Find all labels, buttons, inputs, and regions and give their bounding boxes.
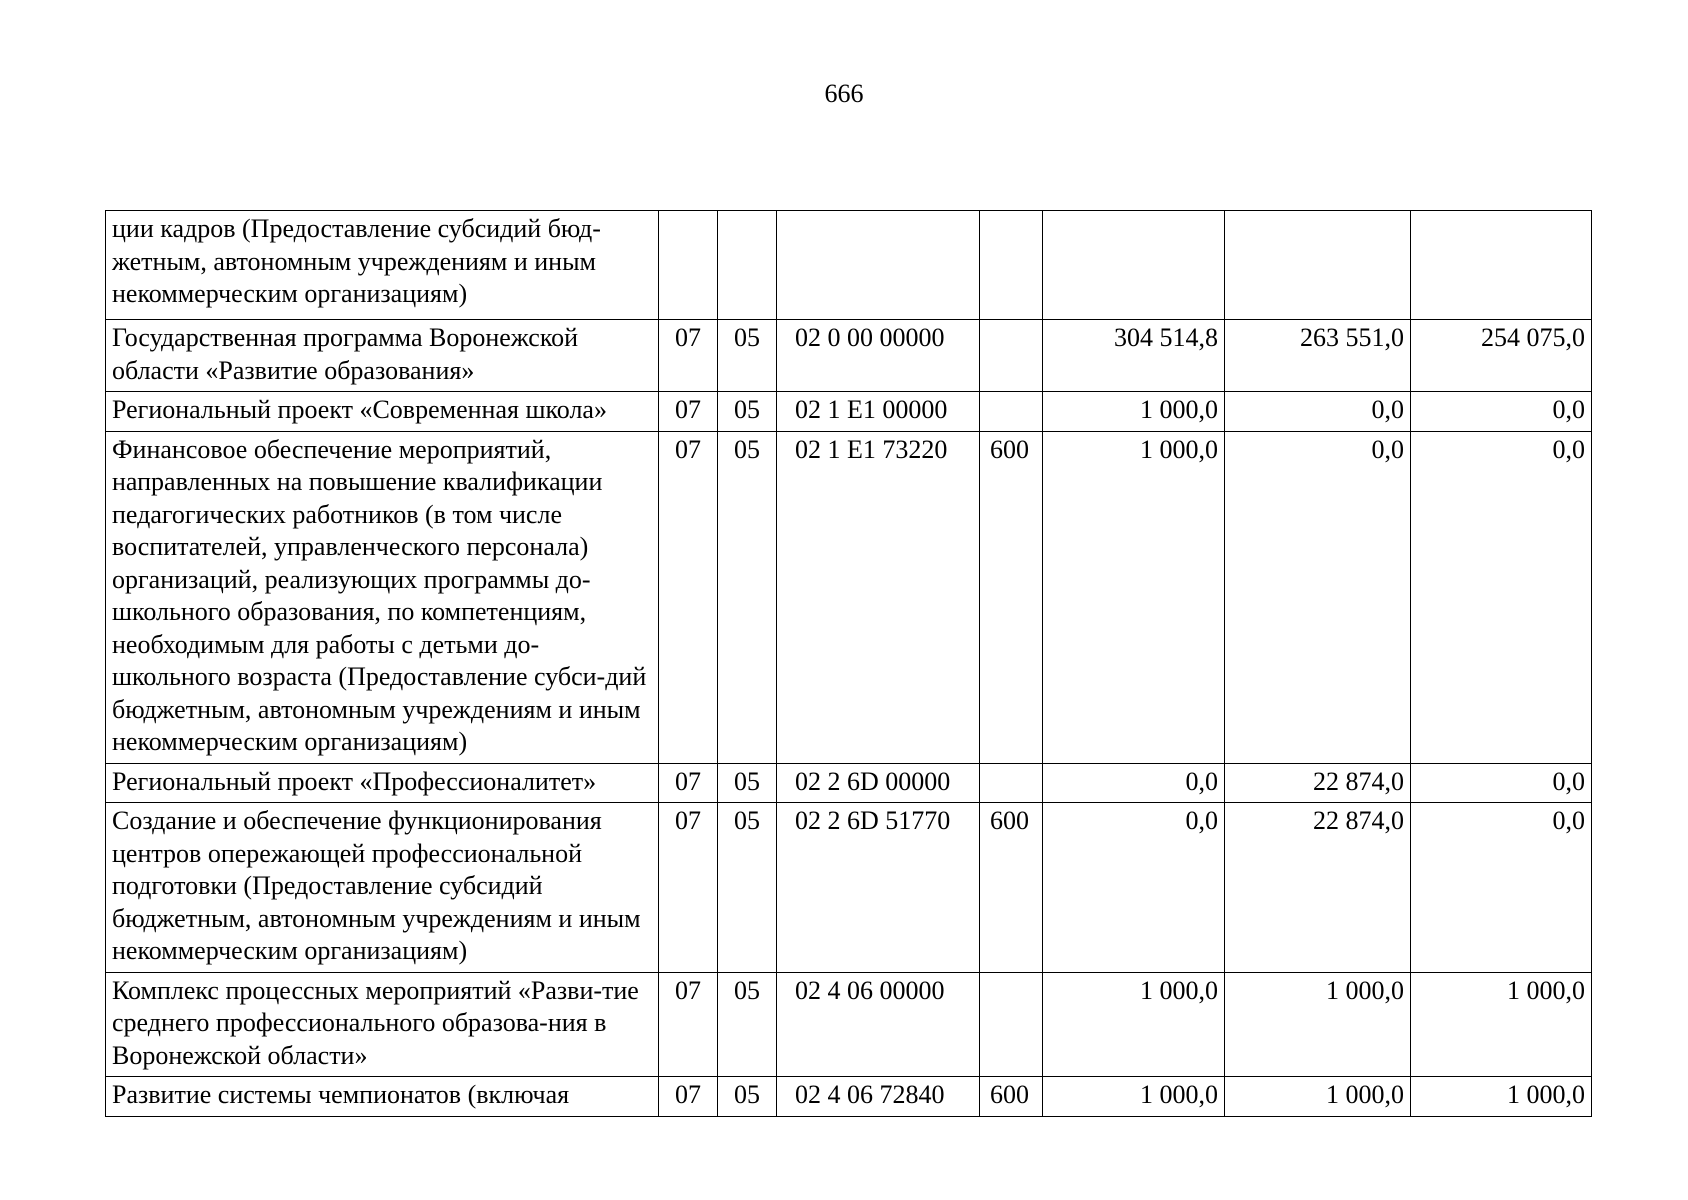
row-expense-type: 600 bbox=[980, 803, 1043, 973]
row-subsection bbox=[718, 211, 777, 320]
row-expense-type bbox=[980, 392, 1043, 432]
table-row bbox=[106, 392, 1592, 432]
row-name: Финансовое обеспечение мероприятий, направленных на повышение квалификации педагогических работников (в том числе воспитателей, управленческого персонала) организаций, реализующих программы до-школьного образования, по компетенциям, необходимым для работы с детьми до-школьного возраста (Предоставление субси-дий бюджетным, автономным учреждениям и иным некоммерческим организациям) bbox=[106, 431, 659, 763]
row-name: Комплекс процессных мероприятий «Разви-тие среднего профессионального образова-ния в Воронежской области» bbox=[106, 972, 659, 1077]
row-sum-3 bbox=[1411, 211, 1592, 320]
row-section: 07 bbox=[659, 392, 718, 432]
row-name: ции кадров (Предоставление субсидий бюд-жетным, автономным учреждениям и иным некоммерческим организациям) bbox=[106, 211, 659, 320]
row-sum-2: 263 551,0 bbox=[1225, 320, 1411, 392]
row-sum-3: 0,0 bbox=[1411, 763, 1592, 803]
row-expense-type: 600 bbox=[980, 431, 1043, 763]
row-sum-1: 304 514,8 bbox=[1043, 320, 1225, 392]
row-subsection: 05 bbox=[718, 431, 777, 763]
row-sum-2: 0,0 bbox=[1225, 431, 1411, 763]
row-sum-3: 0,0 bbox=[1411, 431, 1592, 763]
row-expense-type bbox=[980, 211, 1043, 320]
row-subsection: 05 bbox=[718, 763, 777, 803]
page-number: 666 bbox=[824, 79, 864, 108]
row-sum-1: 0,0 bbox=[1043, 803, 1225, 973]
row-sum-3: 1 000,0 bbox=[1411, 1077, 1592, 1117]
table-row bbox=[106, 763, 1592, 803]
table-row bbox=[106, 972, 1592, 1077]
row-section: 07 bbox=[659, 803, 718, 973]
row-target-article: 02 1 E1 00000 bbox=[777, 392, 980, 432]
row-target-article: 02 1 E1 73220 bbox=[777, 431, 980, 763]
row-subsection: 05 bbox=[718, 803, 777, 973]
row-section: 07 bbox=[659, 431, 718, 763]
row-section: 07 bbox=[659, 763, 718, 803]
row-sum-1: 1 000,0 bbox=[1043, 972, 1225, 1077]
row-expense-type bbox=[980, 763, 1043, 803]
row-target-article: 02 4 06 72840 bbox=[777, 1077, 980, 1117]
row-sum-2: 1 000,0 bbox=[1225, 1077, 1411, 1117]
row-section bbox=[659, 211, 718, 320]
table-row bbox=[106, 1077, 1592, 1117]
table-row bbox=[106, 320, 1592, 392]
row-name: Создание и обеспечение функционирования центров опережающей профессиональной подготовки (Предоставление субсидий бюджетным, автономным учреждениям и иным некоммерческим организациям) bbox=[106, 803, 659, 973]
row-sum-3: 254 075,0 bbox=[1411, 320, 1592, 392]
table-row bbox=[106, 803, 1592, 973]
row-sum-2 bbox=[1225, 211, 1411, 320]
row-sum-2: 0,0 bbox=[1225, 392, 1411, 432]
row-target-article: 02 2 6D 51770 bbox=[777, 803, 980, 973]
row-sum-1: 1 000,0 bbox=[1043, 392, 1225, 432]
table-row bbox=[106, 431, 1592, 763]
row-target-article: 02 4 06 00000 bbox=[777, 972, 980, 1077]
row-name: Региональный проект «Современная школа» bbox=[106, 392, 659, 432]
row-name: Региональный проект «Профессионалитет» bbox=[106, 763, 659, 803]
row-target-article: 02 0 00 00000 bbox=[777, 320, 980, 392]
row-subsection: 05 bbox=[718, 392, 777, 432]
row-subsection: 05 bbox=[718, 1077, 777, 1117]
budget-table bbox=[105, 210, 1592, 1117]
row-sum-3: 0,0 bbox=[1411, 803, 1592, 973]
row-name: Государственная программа Воронежской области «Развитие образования» bbox=[106, 320, 659, 392]
row-expense-type bbox=[980, 320, 1043, 392]
row-section: 07 bbox=[659, 320, 718, 392]
row-section: 07 bbox=[659, 1077, 718, 1117]
row-sum-1: 1 000,0 bbox=[1043, 1077, 1225, 1117]
row-sum-2: 22 874,0 bbox=[1225, 803, 1411, 973]
row-name: Развитие системы чемпионатов (включая bbox=[106, 1077, 659, 1117]
row-sum-1: 1 000,0 bbox=[1043, 431, 1225, 763]
row-subsection: 05 bbox=[718, 972, 777, 1077]
row-sum-3: 1 000,0 bbox=[1411, 972, 1592, 1077]
row-section: 07 bbox=[659, 972, 718, 1077]
row-target-article bbox=[777, 211, 980, 320]
row-sum-2: 22 874,0 bbox=[1225, 763, 1411, 803]
table-row bbox=[106, 211, 1592, 320]
row-subsection: 05 bbox=[718, 320, 777, 392]
row-expense-type: 600 bbox=[980, 1077, 1043, 1117]
row-sum-1 bbox=[1043, 211, 1225, 320]
row-target-article: 02 2 6D 00000 bbox=[777, 763, 980, 803]
row-sum-3: 0,0 bbox=[1411, 392, 1592, 432]
row-sum-2: 1 000,0 bbox=[1225, 972, 1411, 1077]
row-expense-type bbox=[980, 972, 1043, 1077]
row-sum-1: 0,0 bbox=[1043, 763, 1225, 803]
